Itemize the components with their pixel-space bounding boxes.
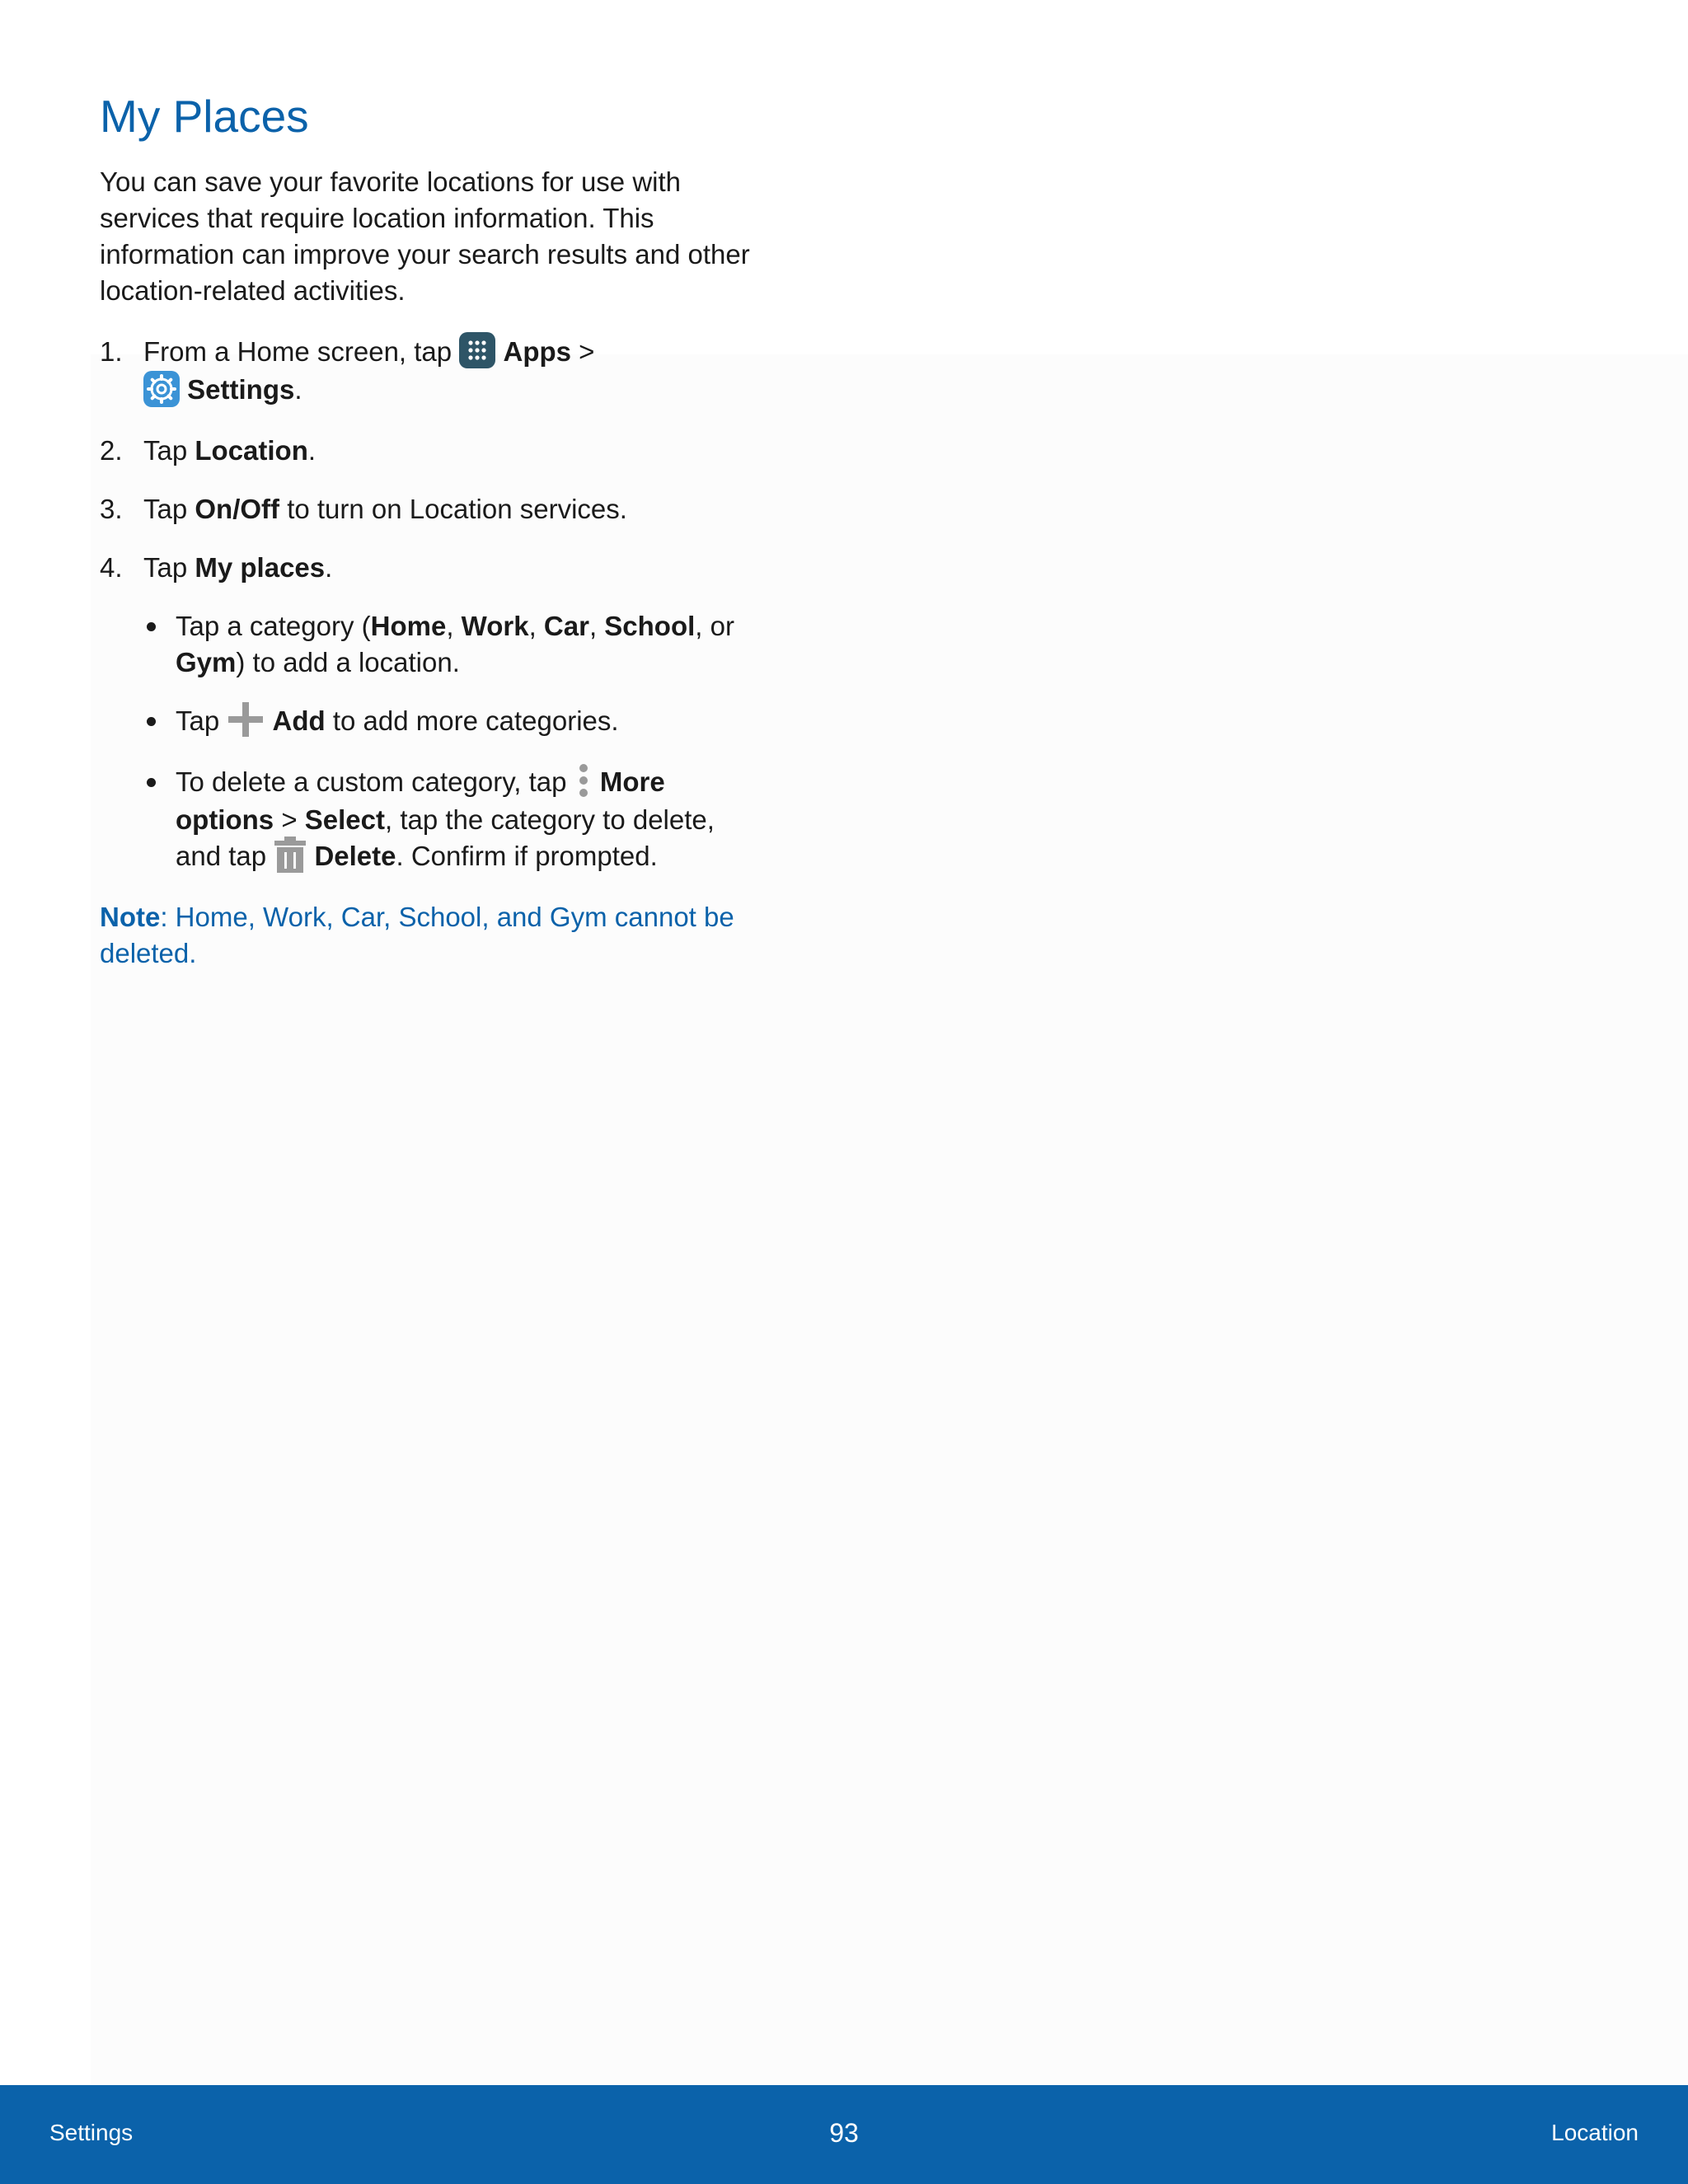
footer-section-left: Settings <box>49 2120 134 2145</box>
step-number: 3. <box>100 493 123 524</box>
note-text: : Home, Work, Car, School, and Gym cannot be deleted. <box>100 902 734 969</box>
apps-label: Apps <box>503 336 571 367</box>
bullet-text: , tap the category to delete, and tap <box>176 804 715 872</box>
bullet-text: , or <box>695 610 734 641</box>
step-number: 1. <box>100 336 123 367</box>
footer-bar <box>0 2085 1688 2184</box>
bullet-dot <box>147 778 156 787</box>
bullet-text: Tap <box>176 705 227 736</box>
bullet-text: Tap a category ( <box>176 610 371 641</box>
step-text: . <box>325 551 333 583</box>
intro-paragraph: You can save your favorite locations for use with services that require location information. This information can improve your search results and other location-related activities. <box>100 166 750 306</box>
page-number: 93 <box>829 2118 859 2148</box>
on-off-label: On/Off <box>195 493 280 524</box>
step-text: From a Home screen, tap <box>143 336 460 367</box>
settings-gear-icon <box>143 371 180 407</box>
note-label: Note <box>100 902 161 933</box>
bullet-text: to add more categories. <box>325 705 619 736</box>
step-number: 2. <box>100 434 123 466</box>
more-options-icon <box>574 762 593 799</box>
bullet-dot <box>147 622 156 631</box>
gym-label: Gym <box>176 646 237 677</box>
step-text: to turn on Location services. <box>279 493 627 524</box>
step-text: Tap <box>143 434 195 466</box>
bullet-categories <box>100 608 759 681</box>
bullet-text: > <box>274 804 305 836</box>
step-4 <box>100 550 759 586</box>
work-label: Work <box>461 610 529 641</box>
bullet-add <box>100 703 759 742</box>
settings-label: Settings <box>187 374 295 405</box>
step-1 <box>100 334 759 410</box>
car-label: Car <box>543 610 589 641</box>
bullet-text: ) to add a location. <box>236 646 460 677</box>
main-content <box>100 87 759 972</box>
bullet-text: . Confirm if prompted. <box>396 841 658 872</box>
apps-grid-icon <box>459 332 495 368</box>
step-text: . <box>294 374 302 405</box>
bullet-dot <box>147 717 156 726</box>
location-label: Location <box>195 434 308 466</box>
note <box>100 899 759 972</box>
step-number: 4. <box>100 551 123 583</box>
page-title: My Places <box>100 91 309 142</box>
add-label: Add <box>272 705 326 736</box>
more-options-label: More options <box>176 766 665 836</box>
plus-icon <box>227 701 265 738</box>
step-text: > <box>570 336 595 367</box>
bullet-text: , <box>588 610 605 641</box>
my-places-label: My places <box>195 551 326 583</box>
bullet-text: , <box>528 610 544 641</box>
school-label: School <box>604 610 696 641</box>
trash-icon <box>274 836 307 874</box>
home-label: Home <box>370 610 447 641</box>
footer-section-right: Location <box>1551 2120 1639 2145</box>
step-2 <box>100 433 759 469</box>
bullet-text: , <box>446 610 462 641</box>
step-text: Tap <box>143 551 195 583</box>
bullet-list <box>100 608 759 878</box>
steps-list <box>100 334 759 586</box>
delete-label: Delete <box>314 841 396 872</box>
select-label: Select <box>304 804 385 836</box>
step-text: . <box>307 434 316 466</box>
bullet-delete <box>100 764 759 878</box>
step-text: Tap <box>143 493 195 524</box>
bullet-text: To delete a custom category, tap <box>176 766 574 797</box>
step-3 <box>100 491 759 527</box>
